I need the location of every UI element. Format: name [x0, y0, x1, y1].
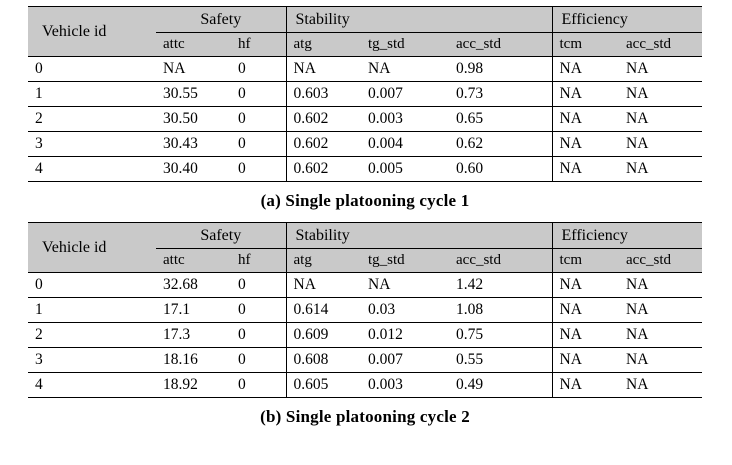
cell-tcm: NA — [552, 273, 626, 298]
cell-acc-std-efficiency: NA — [626, 107, 702, 132]
table-row — [28, 132, 702, 157]
cell-tcm: NA — [552, 132, 626, 157]
cell-tcm: NA — [552, 82, 626, 107]
cell-vehicle-id: 0 — [28, 273, 156, 298]
cell-vehicle-id: 3 — [28, 348, 156, 373]
cell-atg: 0.603 — [286, 82, 368, 107]
cell-hf: 0 — [238, 82, 286, 107]
subheader-attc: attc — [156, 249, 238, 273]
subheader-atg: atg — [286, 249, 368, 273]
table-block-cycle-2 — [28, 222, 704, 438]
metrics-table-cycle-2 — [28, 222, 702, 398]
cell-vehicle-id: 3 — [28, 132, 156, 157]
group-header-safety: Safety — [156, 7, 286, 33]
vehicle-id-header: Vehicle id — [28, 7, 156, 57]
cell-tg-std: 0.003 — [368, 107, 456, 132]
cell-tg-std: 0.007 — [368, 82, 456, 107]
cell-atg: 0.609 — [286, 323, 368, 348]
cell-atg: NA — [286, 57, 368, 82]
cell-acc-std-efficiency: NA — [626, 57, 702, 82]
cell-tg-std: 0.012 — [368, 323, 456, 348]
table-row — [28, 82, 702, 107]
cell-hf: 0 — [238, 298, 286, 323]
cell-acc-std-efficiency: NA — [626, 348, 702, 373]
subheader-acc-std-stability: acc_std — [456, 33, 552, 57]
cell-vehicle-id: 2 — [28, 323, 156, 348]
cell-tg-std: NA — [368, 273, 456, 298]
vehicle-id-header: Vehicle id — [28, 223, 156, 273]
cell-vehicle-id: 4 — [28, 157, 156, 182]
cell-attc: 32.68 — [156, 273, 238, 298]
group-header-row — [28, 7, 702, 33]
table-block-cycle-1 — [28, 6, 704, 222]
cell-atg: 0.602 — [286, 157, 368, 182]
cell-hf: 0 — [238, 373, 286, 398]
cell-vehicle-id: 4 — [28, 373, 156, 398]
table-caption-b: (b) Single platooning cycle 2 — [260, 407, 470, 426]
group-header-efficiency: Efficiency — [552, 223, 702, 249]
cell-hf: 0 — [238, 107, 286, 132]
table-row — [28, 373, 702, 398]
table-row — [28, 107, 702, 132]
subheader-acc-std-efficiency: acc_std — [626, 33, 702, 57]
cell-tg-std: 0.007 — [368, 348, 456, 373]
cell-acc-std-efficiency: NA — [626, 132, 702, 157]
cell-atg: NA — [286, 273, 368, 298]
cell-attc: 30.40 — [156, 157, 238, 182]
cell-acc-std-stability: 0.62 — [456, 132, 552, 157]
cell-tg-std: 0.005 — [368, 157, 456, 182]
cell-attc: 30.55 — [156, 82, 238, 107]
cell-tcm: NA — [552, 348, 626, 373]
subheader-tcm: tcm — [552, 33, 626, 57]
cell-acc-std-stability: 0.75 — [456, 323, 552, 348]
cell-acc-std-efficiency: NA — [626, 373, 702, 398]
cell-tg-std: 0.004 — [368, 132, 456, 157]
group-header-efficiency: Efficiency — [552, 7, 702, 33]
table-row — [28, 348, 702, 373]
cell-acc-std-stability: 1.42 — [456, 273, 552, 298]
cell-acc-std-stability: 0.60 — [456, 157, 552, 182]
cell-atg: 0.602 — [286, 107, 368, 132]
table-row — [28, 157, 702, 182]
cell-hf: 0 — [238, 348, 286, 373]
cell-vehicle-id: 1 — [28, 82, 156, 107]
cell-attc: 30.43 — [156, 132, 238, 157]
subheader-atg: atg — [286, 33, 368, 57]
cell-acc-std-stability: 0.73 — [456, 82, 552, 107]
cell-tcm: NA — [552, 107, 626, 132]
subheader-acc-std-stability: acc_std — [456, 249, 552, 273]
table-row — [28, 298, 702, 323]
cell-attc: 17.1 — [156, 298, 238, 323]
cell-atg: 0.614 — [286, 298, 368, 323]
cell-acc-std-stability: 0.98 — [456, 57, 552, 82]
cell-acc-std-efficiency: NA — [626, 82, 702, 107]
cell-attc: 30.50 — [156, 107, 238, 132]
group-header-stability: Stability — [286, 7, 552, 33]
cell-acc-std-stability: 0.49 — [456, 373, 552, 398]
cell-attc: NA — [156, 57, 238, 82]
table-row — [28, 273, 702, 298]
subheader-tg-std: tg_std — [368, 249, 456, 273]
cell-tcm: NA — [552, 157, 626, 182]
subheader-hf: hf — [238, 249, 286, 273]
table-caption-a: (a) Single platooning cycle 1 — [260, 191, 470, 210]
cell-attc: 17.3 — [156, 323, 238, 348]
table-row — [28, 57, 702, 82]
cell-acc-std-efficiency: NA — [626, 298, 702, 323]
cell-tcm: NA — [552, 298, 626, 323]
cell-acc-std-stability: 1.08 — [456, 298, 552, 323]
cell-attc: 18.92 — [156, 373, 238, 398]
cell-attc: 18.16 — [156, 348, 238, 373]
cell-tg-std: 0.03 — [368, 298, 456, 323]
cell-hf: 0 — [238, 157, 286, 182]
cell-tcm: NA — [552, 323, 626, 348]
cell-atg: 0.602 — [286, 132, 368, 157]
subheader-tg-std: tg_std — [368, 33, 456, 57]
cell-hf: 0 — [238, 132, 286, 157]
subheader-attc: attc — [156, 33, 238, 57]
cell-tcm: NA — [552, 57, 626, 82]
cell-vehicle-id: 2 — [28, 107, 156, 132]
cell-acc-std-stability: 0.65 — [456, 107, 552, 132]
subheader-tcm: tcm — [552, 249, 626, 273]
cell-hf: 0 — [238, 57, 286, 82]
cell-tg-std: 0.003 — [368, 373, 456, 398]
metrics-table-cycle-1 — [28, 6, 702, 182]
cell-acc-std-stability: 0.55 — [456, 348, 552, 373]
cell-acc-std-efficiency: NA — [626, 157, 702, 182]
cell-vehicle-id: 0 — [28, 57, 156, 82]
group-header-safety: Safety — [156, 223, 286, 249]
group-header-row — [28, 223, 702, 249]
cell-hf: 0 — [238, 323, 286, 348]
cell-atg: 0.605 — [286, 373, 368, 398]
cell-vehicle-id: 1 — [28, 298, 156, 323]
subheader-acc-std-efficiency: acc_std — [626, 249, 702, 273]
table-row — [28, 323, 702, 348]
cell-tcm: NA — [552, 373, 626, 398]
cell-tg-std: NA — [368, 57, 456, 82]
cell-acc-std-efficiency: NA — [626, 273, 702, 298]
cell-acc-std-efficiency: NA — [626, 323, 702, 348]
cell-atg: 0.608 — [286, 348, 368, 373]
group-header-stability: Stability — [286, 223, 552, 249]
subheader-hf: hf — [238, 33, 286, 57]
cell-hf: 0 — [238, 273, 286, 298]
